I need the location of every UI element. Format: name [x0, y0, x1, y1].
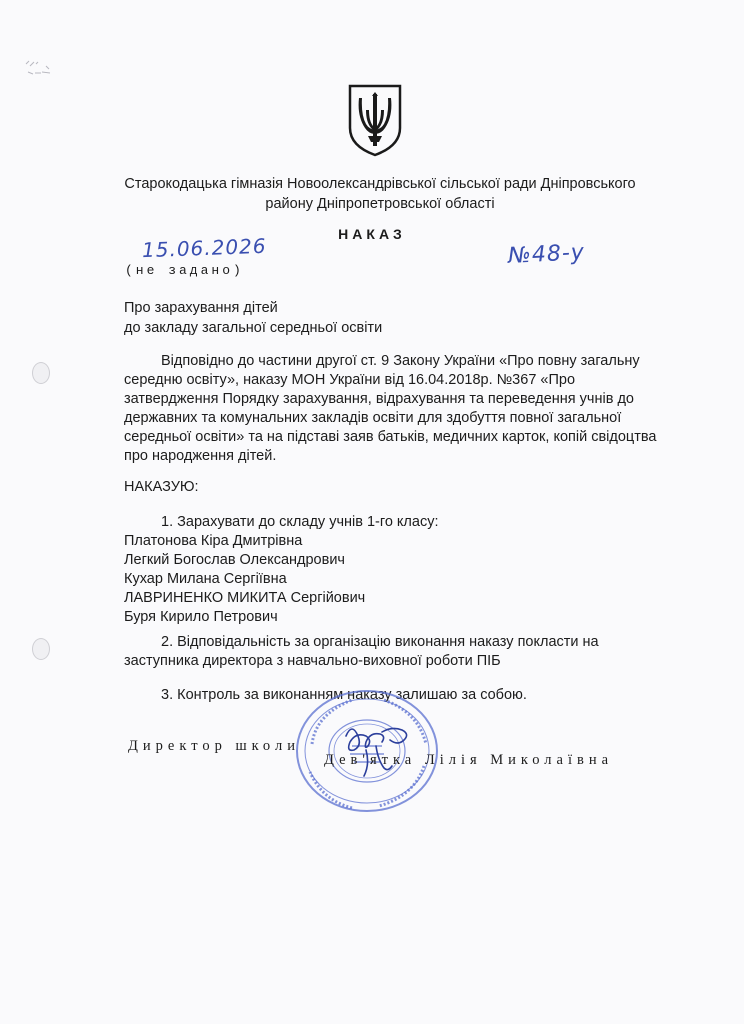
order-item-2-line2: заступника директора з навчально-виховної роботи ПІБ: [124, 653, 501, 669]
preamble-line: Відповідно до частини другої ст. 9 Закону України «Про повну загальну: [161, 353, 640, 369]
order-keyword: НАКАЗУЮ:: [124, 479, 199, 495]
order-item-2-line1: 2. Відповідальність за організацію виконання наказу покласти на: [161, 634, 599, 650]
subject-line2: до закладу загальної середньої освіти: [124, 320, 383, 336]
preamble-line: про народження дітей.: [124, 448, 277, 464]
preamble-paragraph: [124, 352, 657, 466]
preamble-line: середню освіту», наказу МОН України від 16.04.2018р. №367 «Про: [124, 372, 576, 388]
punch-hole: [32, 638, 50, 660]
pupil-name: Легкий Богослав Олександрович: [124, 552, 345, 568]
handwritten-signature: [336, 706, 426, 786]
document-type-title: НАКАЗ: [338, 226, 406, 242]
order-item-2: [124, 633, 644, 671]
signatory-role: Директор школи: [128, 738, 300, 754]
handwritten-order-number: №48-у: [507, 240, 586, 269]
coat-of-arms-icon: [346, 82, 404, 158]
preamble-line: середньої освіти» та на підставі заяв батьків, медичних карток, копій свідоцтва: [124, 429, 657, 445]
date-placeholder-note: (не задано): [125, 263, 244, 278]
pupil-name: ЛАВРИНЕНКО МИКИТА Сергійович: [124, 590, 366, 606]
pupil-name: Платонова Кіра Дмитрівна: [124, 533, 303, 549]
scan-mark-icon: [22, 58, 62, 80]
preamble-line: затвердження Порядку зарахування, відрахування та переведення учнів до: [124, 391, 634, 407]
order-subject: [124, 298, 382, 338]
pupil-name: Буря Кирило Петрович: [124, 609, 278, 625]
preamble-line: державних та комунальних закладів освіти для здобуття повної загальної: [124, 410, 622, 426]
pupil-list: [124, 532, 365, 627]
signatory-name: Дев'ятка Лілія Миколаївна: [324, 752, 614, 768]
order-item-3: 3. Контроль за виконанням наказу залишаю за собою.: [161, 687, 527, 703]
subject-line1: Про зарахування дітей: [124, 300, 278, 316]
handwritten-date: 15.06.2026: [141, 233, 267, 263]
institution-header: [100, 174, 660, 214]
punch-hole: [32, 362, 50, 384]
order-item-1: 1. Зарахувати до складу учнів 1-го класу:: [161, 514, 439, 530]
institution-name-line1: Старокодацька гімназія Новоолександрівської сільської ради Дніпровського: [124, 176, 636, 192]
pupil-name: Кухар Милана Сергіївна: [124, 571, 287, 587]
institution-name-line2: району Дніпропетровської області: [265, 196, 495, 212]
